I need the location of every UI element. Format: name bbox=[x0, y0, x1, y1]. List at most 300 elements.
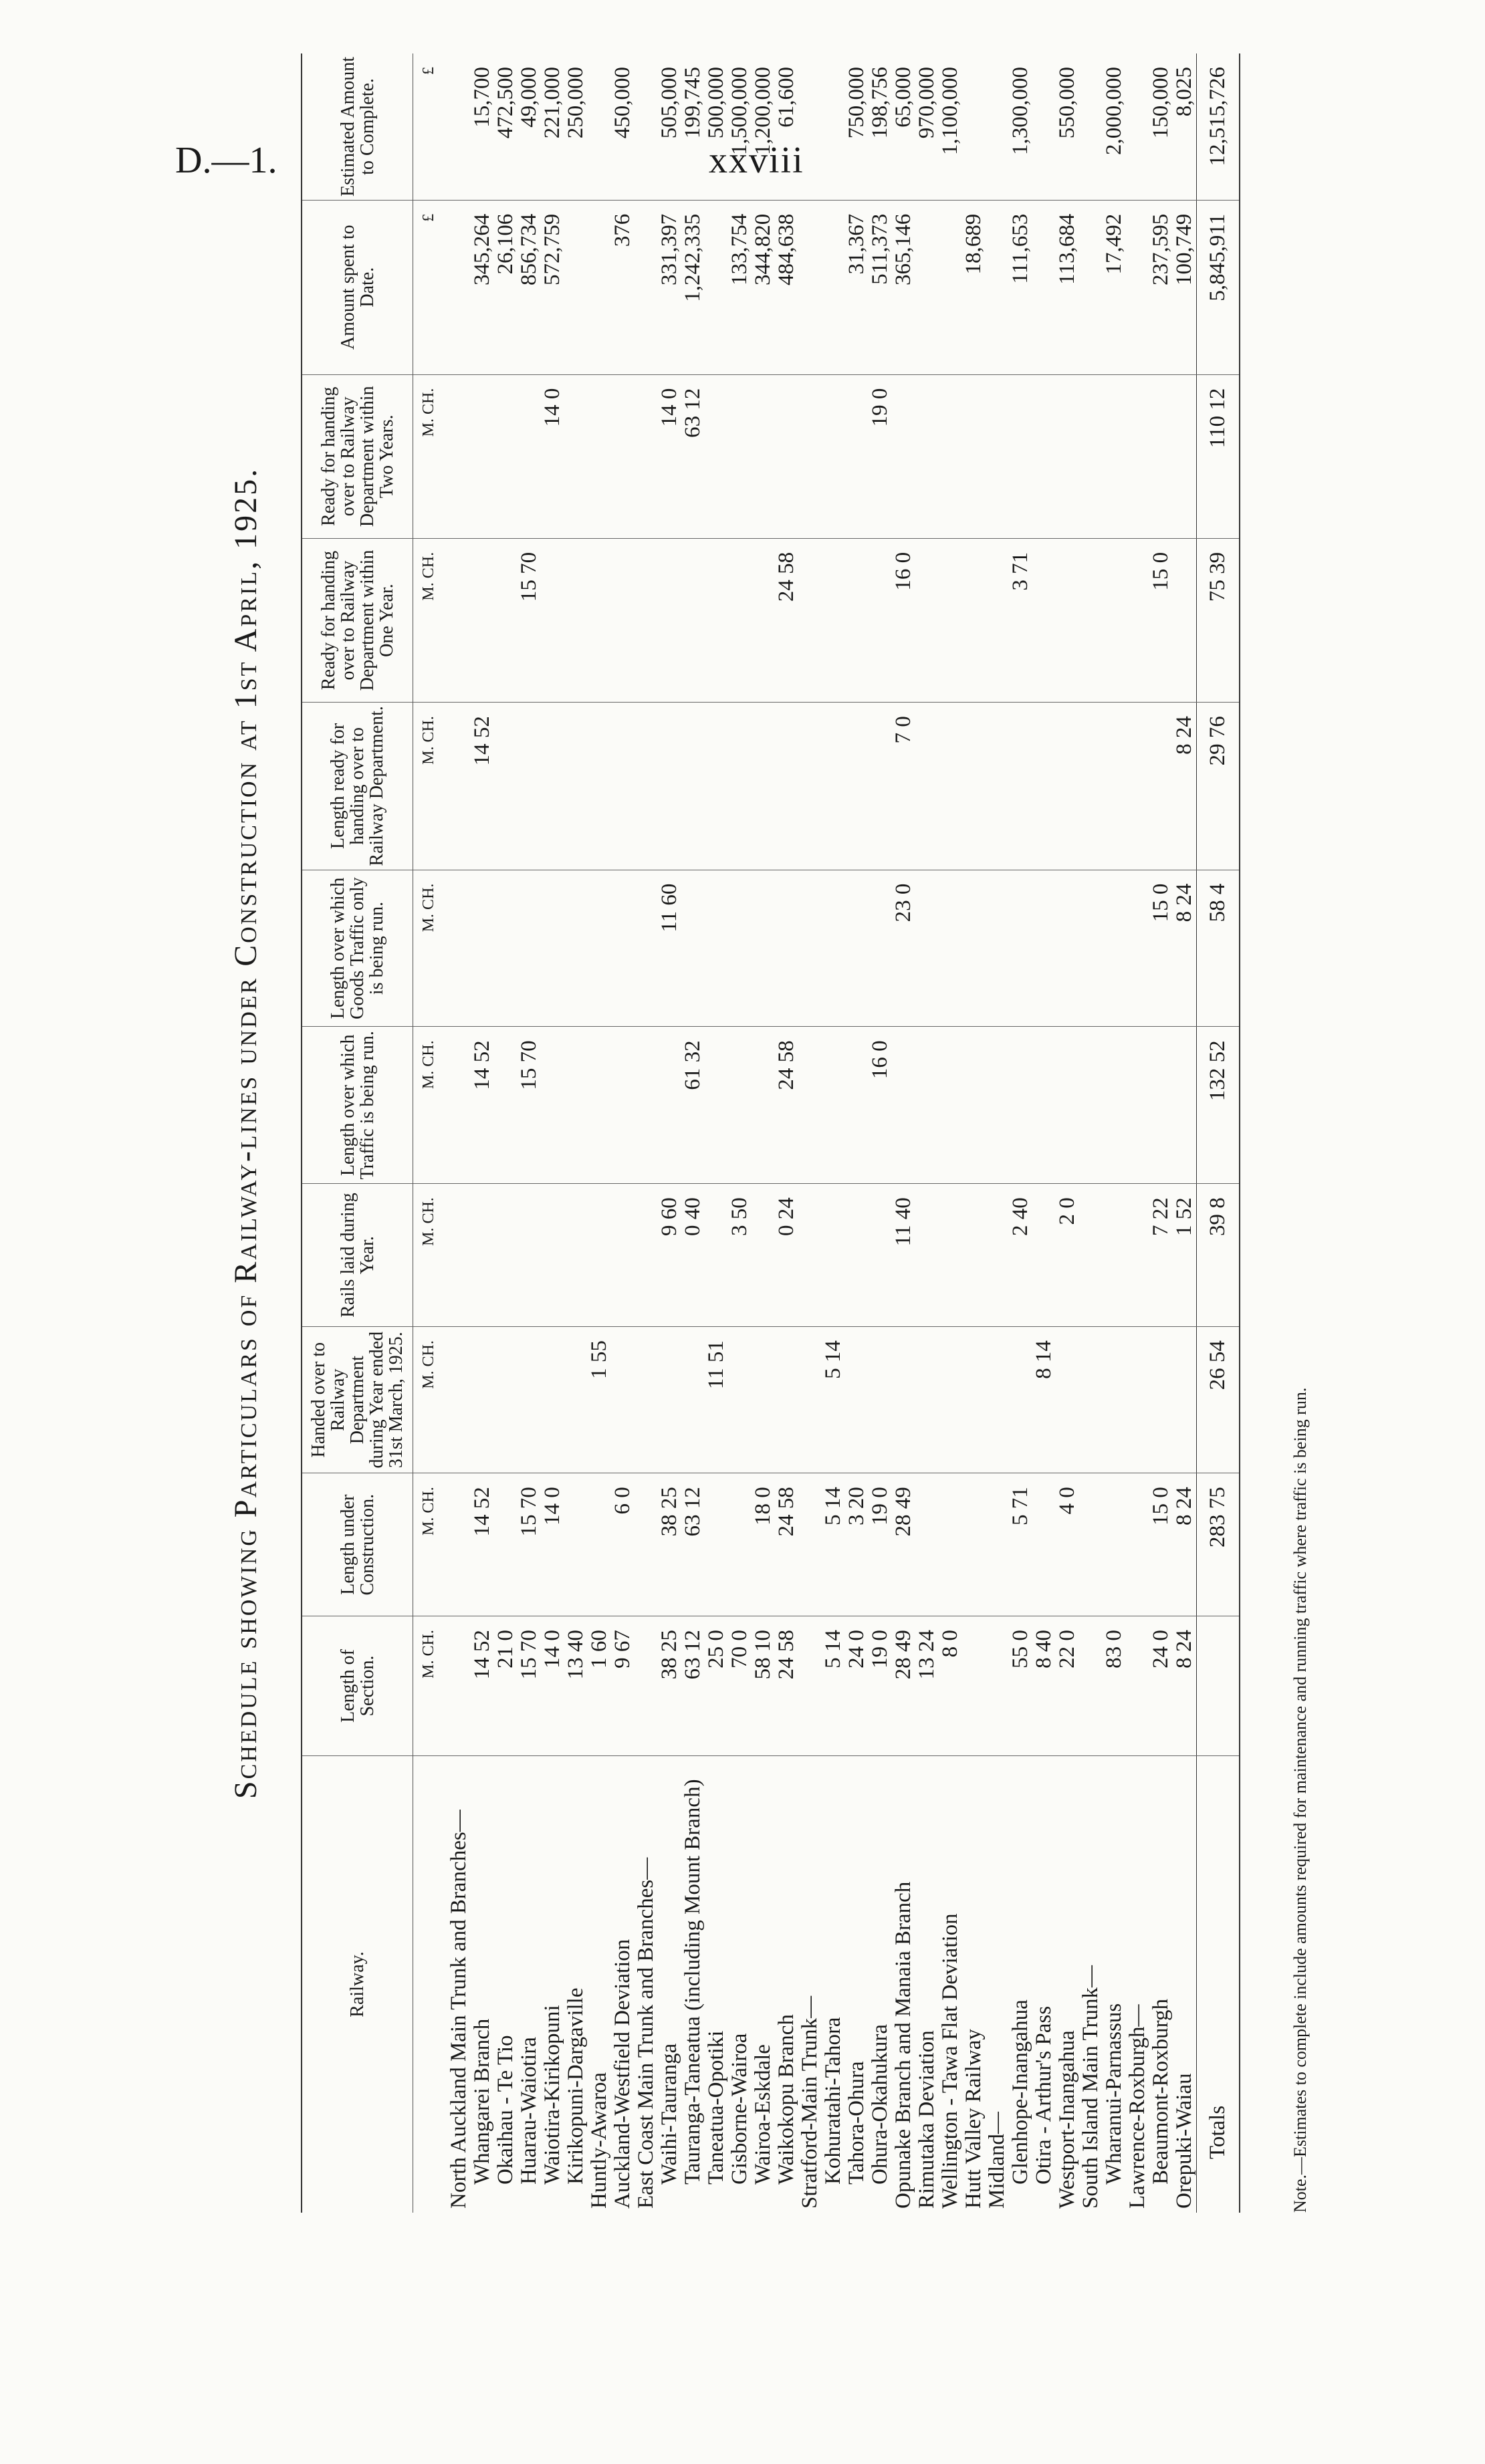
cell-rails-laid: 1 52 bbox=[1173, 1184, 1197, 1327]
cell-rails-laid: 3 50 bbox=[728, 1184, 752, 1327]
cell-handed-over bbox=[1103, 1327, 1126, 1473]
cell-length-construction: 19 0 bbox=[869, 1473, 892, 1616]
railway-name: Ohura-Okahukura bbox=[868, 2023, 892, 2185]
cell-ready-handing bbox=[705, 703, 728, 870]
cell-ready-handing bbox=[588, 703, 611, 870]
cell-handed-over bbox=[892, 1327, 915, 1473]
cell-goods-traffic bbox=[752, 870, 775, 1027]
cell-ready-two-years bbox=[588, 374, 611, 538]
cell-ready-one-year bbox=[681, 538, 705, 702]
cell-amount-spent: 133,754 bbox=[728, 200, 752, 374]
cell-handed-over bbox=[447, 1327, 471, 1473]
table-row bbox=[518, 53, 541, 2213]
cell-ready-one-year: 24 58 bbox=[775, 538, 798, 702]
cell-handed-over bbox=[658, 1327, 681, 1473]
railway-name: Wairoa-Eskdale bbox=[751, 2044, 775, 2185]
railway-name: Opunake Branch and Manaia Branch bbox=[891, 1881, 915, 2209]
cell-estimated: 221,000 bbox=[541, 53, 564, 200]
cell-ready-handing bbox=[845, 703, 869, 870]
cell-length-construction bbox=[705, 1473, 728, 1616]
cell-length-section bbox=[798, 1616, 822, 1756]
cell-traffic-run bbox=[939, 1027, 962, 1184]
cell-ready-handing bbox=[564, 703, 588, 870]
cell-rails-laid bbox=[471, 1184, 494, 1327]
table-row bbox=[939, 53, 962, 2213]
cell-rails-laid bbox=[564, 1184, 588, 1327]
cell-ready-two-years bbox=[1103, 374, 1126, 538]
cell-handed-over bbox=[986, 1327, 1009, 1473]
cell-estimated: 198,756 bbox=[869, 53, 892, 200]
cell-ready-handing bbox=[869, 703, 892, 870]
table-row bbox=[447, 53, 471, 2213]
cell-amount-spent: 365,146 bbox=[892, 200, 915, 374]
cell-traffic-run bbox=[728, 1027, 752, 1184]
cell-rails-laid bbox=[1126, 1184, 1149, 1327]
cell-length-section: 24 58 bbox=[775, 1616, 798, 1756]
unit-label: M. CH. bbox=[413, 703, 448, 870]
cell-traffic-run bbox=[1103, 1027, 1126, 1184]
footnote: Note.—Estimates to complete include amounts required for maintenance and running traffic where traffic is being run. bbox=[1290, 1387, 1310, 2213]
total-length-construction: 283 75 bbox=[1197, 1473, 1240, 1616]
cell-traffic-run bbox=[541, 1027, 564, 1184]
cell-amount-spent: 376 bbox=[611, 200, 635, 374]
total-estimated: 12,515,726 bbox=[1197, 53, 1240, 200]
col-railway: Railway. bbox=[302, 1755, 413, 2213]
cell-ready-two-years bbox=[471, 374, 494, 538]
railway-name: Rimutaka Deviation bbox=[915, 2030, 939, 2209]
cell-goods-traffic bbox=[635, 870, 658, 1027]
cell-length-construction bbox=[1126, 1473, 1149, 1616]
cell-handed-over bbox=[1056, 1327, 1079, 1473]
cell-ready-one-year bbox=[494, 538, 518, 702]
table-row bbox=[1009, 53, 1032, 2213]
cell-amount-spent: 26,106 bbox=[494, 200, 518, 374]
cell-rails-laid bbox=[494, 1184, 518, 1327]
cell-ready-two-years bbox=[798, 374, 822, 538]
table-row bbox=[962, 53, 986, 2213]
cell-estimated: 750,000 bbox=[845, 53, 869, 200]
cell-length-section: 13 40 bbox=[564, 1616, 588, 1756]
cell-amount-spent: 17,492 bbox=[1103, 200, 1126, 374]
cell-traffic-run: 15 70 bbox=[518, 1027, 541, 1184]
cell-ready-two-years bbox=[1056, 374, 1079, 538]
cell-handed-over bbox=[471, 1327, 494, 1473]
cell-ready-two-years bbox=[1149, 374, 1173, 538]
cell-ready-handing bbox=[986, 703, 1009, 870]
cell-ready-handing bbox=[494, 703, 518, 870]
cell-length-construction bbox=[1079, 1473, 1103, 1616]
cell-estimated bbox=[635, 53, 658, 200]
cell-ready-two-years bbox=[892, 374, 915, 538]
col-ready-one-year: Ready for handing over to Railway Department within One Year. bbox=[302, 538, 413, 702]
cell-traffic-run bbox=[1173, 1027, 1197, 1184]
cell-estimated: 250,000 bbox=[564, 53, 588, 200]
cell-length-construction bbox=[1103, 1473, 1126, 1616]
cell-goods-traffic bbox=[1103, 870, 1126, 1027]
col-ready-two-years: Ready for handing over to Railway Department within Two Years. bbox=[302, 374, 413, 538]
railway-name: Midland— bbox=[985, 2112, 1009, 2209]
cell-ready-one-year bbox=[798, 538, 822, 702]
cell-length-section bbox=[447, 1616, 471, 1756]
cell-length-section bbox=[1079, 1616, 1103, 1756]
railway-name: Lawrence-Roxburgh— bbox=[1125, 2004, 1149, 2209]
cell-rails-laid: 0 40 bbox=[681, 1184, 705, 1327]
col-estimated: Estimated Amount to Complete. bbox=[302, 53, 413, 200]
cell-ready-two-years bbox=[1009, 374, 1032, 538]
cell-traffic-run bbox=[1056, 1027, 1079, 1184]
cell-rails-laid bbox=[705, 1184, 728, 1327]
cell-goods-traffic bbox=[1079, 870, 1103, 1027]
cell-goods-traffic bbox=[681, 870, 705, 1027]
cell-rails-laid bbox=[1032, 1184, 1056, 1327]
cell-ready-two-years bbox=[915, 374, 939, 538]
col-length-section: Length of Section. bbox=[302, 1616, 413, 1756]
cell-length-section bbox=[1126, 1616, 1149, 1756]
railway-name: Waiotira-Kirikopuni bbox=[540, 2005, 564, 2185]
cell-ready-one-year bbox=[728, 538, 752, 702]
cell-estimated: 505,000 bbox=[658, 53, 681, 200]
table-row bbox=[1079, 53, 1103, 2213]
cell-ready-two-years bbox=[775, 374, 798, 538]
cell-estimated: 450,000 bbox=[611, 53, 635, 200]
cell-length-construction: 63 12 bbox=[681, 1473, 705, 1616]
cell-traffic-run bbox=[1079, 1027, 1103, 1184]
total-ready-one-year: 75 39 bbox=[1197, 538, 1240, 702]
col-handed-over: Handed over to Railway Department during Year ended 31st March, 1925. bbox=[302, 1327, 413, 1473]
cell-amount-spent: 111,653 bbox=[1009, 200, 1032, 374]
cell-ready-two-years bbox=[635, 374, 658, 538]
cell-amount-spent: 100,749 bbox=[1173, 200, 1197, 374]
cell-estimated: 2,000,000 bbox=[1103, 53, 1126, 200]
table-row bbox=[494, 53, 518, 2213]
cell-goods-traffic bbox=[915, 870, 939, 1027]
cell-handed-over bbox=[635, 1327, 658, 1473]
cell-handed-over: 8 14 bbox=[1032, 1327, 1056, 1473]
cell-amount-spent: 331,397 bbox=[658, 200, 681, 374]
cell-length-section: 70 0 bbox=[728, 1616, 752, 1756]
cell-length-section: 1 60 bbox=[588, 1616, 611, 1756]
cell-traffic-run bbox=[658, 1027, 681, 1184]
cell-rails-laid bbox=[986, 1184, 1009, 1327]
cell-ready-two-years bbox=[564, 374, 588, 538]
cell-length-section: 58 10 bbox=[752, 1616, 775, 1756]
cell-traffic-run: 61 32 bbox=[681, 1027, 705, 1184]
cell-ready-handing bbox=[775, 703, 798, 870]
cell-length-section: 8 40 bbox=[1032, 1616, 1056, 1756]
railway-name: Westport-Inangahua bbox=[1055, 2030, 1079, 2209]
cell-ready-one-year bbox=[541, 538, 564, 702]
cell-handed-over bbox=[962, 1327, 986, 1473]
cell-length-construction: 5 71 bbox=[1009, 1473, 1032, 1616]
cell-length-section bbox=[635, 1616, 658, 1756]
cell-rails-laid bbox=[541, 1184, 564, 1327]
cell-handed-over bbox=[611, 1327, 635, 1473]
cell-traffic-run bbox=[892, 1027, 915, 1184]
cell-handed-over bbox=[1009, 1327, 1032, 1473]
cell-handed-over bbox=[494, 1327, 518, 1473]
cell-goods-traffic: 15 0 bbox=[1149, 870, 1173, 1027]
cell-ready-one-year bbox=[611, 538, 635, 702]
cell-traffic-run bbox=[1149, 1027, 1173, 1184]
cell-length-construction bbox=[564, 1473, 588, 1616]
cell-ready-handing bbox=[1032, 703, 1056, 870]
cell-ready-two-years: 14 0 bbox=[541, 374, 564, 538]
cell-goods-traffic bbox=[798, 870, 822, 1027]
total-rails-laid: 39 8 bbox=[1197, 1184, 1240, 1327]
cell-traffic-run: 14 52 bbox=[471, 1027, 494, 1184]
cell-estimated: 8,025 bbox=[1173, 53, 1197, 200]
cell-handed-over bbox=[869, 1327, 892, 1473]
cell-handed-over bbox=[728, 1327, 752, 1473]
cell-goods-traffic: 23 0 bbox=[892, 870, 915, 1027]
cell-estimated: 1,500,000 bbox=[728, 53, 752, 200]
cell-ready-one-year bbox=[986, 538, 1009, 702]
cell-length-section: 9 67 bbox=[611, 1616, 635, 1756]
cell-goods-traffic bbox=[869, 870, 892, 1027]
cell-handed-over bbox=[939, 1327, 962, 1473]
cell-length-construction bbox=[1032, 1473, 1056, 1616]
cell-ready-handing bbox=[1103, 703, 1126, 870]
cell-ready-one-year bbox=[1079, 538, 1103, 702]
cell-ready-one-year bbox=[658, 538, 681, 702]
cell-traffic-run bbox=[1126, 1027, 1149, 1184]
cell-traffic-run bbox=[635, 1027, 658, 1184]
table-row bbox=[728, 53, 752, 2213]
cell-ready-handing bbox=[962, 703, 986, 870]
cell-estimated: 65,000 bbox=[892, 53, 915, 200]
total-ready-handing: 29 76 bbox=[1197, 703, 1240, 870]
unit-label: M. CH. bbox=[413, 1184, 448, 1327]
cell-length-section: 38 25 bbox=[658, 1616, 681, 1756]
table-row bbox=[1103, 53, 1126, 2213]
cell-length-construction bbox=[986, 1473, 1009, 1616]
cell-rails-laid bbox=[798, 1184, 822, 1327]
railway-name: South Island Main Trunk— bbox=[1078, 1965, 1103, 2209]
cell-ready-one-year bbox=[822, 538, 845, 702]
cell-estimated bbox=[588, 53, 611, 200]
cell-ready-one-year bbox=[962, 538, 986, 702]
cell-amount-spent: 484,638 bbox=[775, 200, 798, 374]
cell-ready-two-years bbox=[518, 374, 541, 538]
cell-length-construction bbox=[635, 1473, 658, 1616]
cell-goods-traffic bbox=[822, 870, 845, 1027]
cell-ready-two-years bbox=[822, 374, 845, 538]
cell-rails-laid bbox=[588, 1184, 611, 1327]
railway-name: North Auckland Main Trunk and Branches— bbox=[447, 1810, 471, 2209]
railway-name: Waikokopu Branch bbox=[774, 2014, 798, 2185]
cell-handed-over bbox=[564, 1327, 588, 1473]
cell-ready-two-years: 19 0 bbox=[869, 374, 892, 538]
cell-ready-handing bbox=[541, 703, 564, 870]
railway-name: Tauranga-Taneatua (including Mount Branch) bbox=[681, 1779, 705, 2185]
cell-rails-laid bbox=[845, 1184, 869, 1327]
cell-length-section bbox=[986, 1616, 1009, 1756]
cell-length-construction: 5 14 bbox=[822, 1473, 845, 1616]
table-row bbox=[892, 53, 915, 2213]
schedule-table bbox=[301, 53, 1240, 2213]
cell-goods-traffic bbox=[471, 870, 494, 1027]
railway-name: Glenhope-Inangahua bbox=[1008, 1999, 1032, 2185]
table-row bbox=[1126, 53, 1149, 2213]
cell-estimated: 970,000 bbox=[915, 53, 939, 200]
cell-goods-traffic bbox=[705, 870, 728, 1027]
cell-estimated bbox=[447, 53, 471, 200]
cell-goods-traffic bbox=[564, 870, 588, 1027]
railway-name: Kohuratahi-Tahora bbox=[821, 2017, 845, 2185]
table-row bbox=[986, 53, 1009, 2213]
cell-ready-two-years bbox=[1173, 374, 1197, 538]
cell-ready-one-year bbox=[1173, 538, 1197, 702]
cell-ready-two-years bbox=[728, 374, 752, 538]
table-row bbox=[1149, 53, 1173, 2213]
schedule-container bbox=[227, 53, 1310, 2213]
unit-label: M. CH. bbox=[413, 1027, 448, 1184]
cell-ready-one-year bbox=[845, 538, 869, 702]
cell-traffic-run bbox=[822, 1027, 845, 1184]
railway-name: Tahora-Ohura bbox=[844, 2061, 869, 2185]
cell-goods-traffic bbox=[494, 870, 518, 1027]
cell-length-section: 14 0 bbox=[541, 1616, 564, 1756]
cell-ready-handing bbox=[1079, 703, 1103, 870]
total-length-section bbox=[1197, 1616, 1240, 1756]
cell-traffic-run bbox=[1009, 1027, 1032, 1184]
unit-label: £ bbox=[413, 53, 448, 200]
cell-length-construction: 14 52 bbox=[471, 1473, 494, 1616]
cell-rails-laid: 9 60 bbox=[658, 1184, 681, 1327]
unit-label: M. CH. bbox=[413, 1327, 448, 1473]
table-row bbox=[1173, 53, 1197, 2213]
railway-name: Waihi-Tauranga bbox=[657, 2043, 681, 2185]
cell-ready-one-year bbox=[447, 538, 471, 702]
cell-amount-spent: 345,264 bbox=[471, 200, 494, 374]
cell-ready-handing: 7 0 bbox=[892, 703, 915, 870]
cell-amount-spent: 113,684 bbox=[1056, 200, 1079, 374]
cell-amount-spent bbox=[1126, 200, 1149, 374]
cell-goods-traffic bbox=[1056, 870, 1079, 1027]
col-goods-traffic: Length over which Goods Traffic only is being run. bbox=[302, 870, 413, 1027]
cell-ready-one-year bbox=[635, 538, 658, 702]
cell-amount-spent bbox=[588, 200, 611, 374]
railway-name: Auckland-Westfield Deviation bbox=[610, 1939, 635, 2209]
cell-ready-two-years bbox=[1126, 374, 1149, 538]
railway-name: Stratford-Main Trunk— bbox=[798, 1995, 822, 2209]
cell-ready-handing bbox=[915, 703, 939, 870]
cell-amount-spent bbox=[915, 200, 939, 374]
page-number: xxviii bbox=[709, 140, 804, 181]
cell-ready-handing bbox=[447, 703, 471, 870]
table-row bbox=[705, 53, 728, 2213]
cell-ready-two-years bbox=[494, 374, 518, 538]
cell-handed-over: 1 55 bbox=[588, 1327, 611, 1473]
total-ready-two-years: 110 12 bbox=[1197, 374, 1240, 538]
cell-amount-spent bbox=[564, 200, 588, 374]
table-row bbox=[845, 53, 869, 2213]
cell-length-section: 13 24 bbox=[915, 1616, 939, 1756]
cell-estimated: 1,300,000 bbox=[1009, 53, 1032, 200]
cell-length-construction: 28 49 bbox=[892, 1473, 915, 1616]
cell-ready-handing bbox=[728, 703, 752, 870]
railway-name: Wellington - Tawa Flat Deviation bbox=[938, 1913, 962, 2209]
railway-name: East Coast Main Trunk and Branches— bbox=[634, 1857, 658, 2209]
cell-rails-laid bbox=[635, 1184, 658, 1327]
header-row bbox=[302, 53, 413, 2213]
cell-goods-traffic bbox=[962, 870, 986, 1027]
cell-ready-two-years: 63 12 bbox=[681, 374, 705, 538]
cell-rails-laid bbox=[915, 1184, 939, 1327]
cell-estimated: 15,700 bbox=[471, 53, 494, 200]
cell-estimated: 61,600 bbox=[775, 53, 798, 200]
railway-name: Orepuki-Waiau bbox=[1172, 2073, 1196, 2209]
cell-length-section: 55 0 bbox=[1009, 1616, 1032, 1756]
cell-estimated bbox=[962, 53, 986, 200]
cell-goods-traffic: 11 60 bbox=[658, 870, 681, 1027]
railway-name: Gisborne-Wairoa bbox=[727, 2033, 752, 2185]
cell-goods-traffic bbox=[447, 870, 471, 1027]
cell-traffic-run: 24 58 bbox=[775, 1027, 798, 1184]
cell-amount-spent bbox=[1032, 200, 1056, 374]
cell-ready-one-year bbox=[915, 538, 939, 702]
table-row bbox=[775, 53, 798, 2213]
cell-ready-two-years bbox=[1032, 374, 1056, 538]
cell-ready-one-year bbox=[588, 538, 611, 702]
cell-ready-two-years bbox=[752, 374, 775, 538]
cell-rails-laid bbox=[518, 1184, 541, 1327]
table-row bbox=[1032, 53, 1056, 2213]
cell-goods-traffic bbox=[775, 870, 798, 1027]
cell-handed-over bbox=[518, 1327, 541, 1473]
cell-length-construction: 8 24 bbox=[1173, 1473, 1197, 1616]
cell-estimated: 199,745 bbox=[681, 53, 705, 200]
cell-ready-one-year bbox=[1103, 538, 1126, 702]
units-row bbox=[413, 53, 448, 2213]
cell-rails-laid bbox=[822, 1184, 845, 1327]
cell-length-section: 19 0 bbox=[869, 1616, 892, 1756]
table-row bbox=[541, 53, 564, 2213]
cell-traffic-run bbox=[962, 1027, 986, 1184]
col-ready-handing: Length ready for handing over to Railway Department. bbox=[302, 703, 413, 870]
cell-ready-two-years bbox=[447, 374, 471, 538]
cell-length-section: 28 49 bbox=[892, 1616, 915, 1756]
cell-traffic-run bbox=[1032, 1027, 1056, 1184]
railway-name: Okaihau - Te Tio bbox=[493, 2035, 518, 2185]
table-row bbox=[869, 53, 892, 2213]
cell-length-construction bbox=[962, 1473, 986, 1616]
total-handed-over: 26 54 bbox=[1197, 1327, 1240, 1473]
cell-length-section: 14 52 bbox=[471, 1616, 494, 1756]
cell-ready-handing: 14 52 bbox=[471, 703, 494, 870]
cell-rails-laid: 0 24 bbox=[775, 1184, 798, 1327]
cell-traffic-run bbox=[705, 1027, 728, 1184]
cell-ready-one-year bbox=[1126, 538, 1149, 702]
cell-goods-traffic bbox=[845, 870, 869, 1027]
cell-estimated: 150,000 bbox=[1149, 53, 1173, 200]
railway-name: Hutt Valley Railway bbox=[961, 2029, 986, 2209]
cell-amount-spent: 18,689 bbox=[962, 200, 986, 374]
cell-goods-traffic bbox=[611, 870, 635, 1027]
railway-name: Huntly-Awaroa bbox=[587, 2072, 611, 2209]
cell-amount-spent bbox=[822, 200, 845, 374]
cell-goods-traffic bbox=[1032, 870, 1056, 1027]
cell-goods-traffic bbox=[986, 870, 1009, 1027]
cell-ready-handing bbox=[752, 703, 775, 870]
table-row bbox=[471, 53, 494, 2213]
cell-rails-laid bbox=[962, 1184, 986, 1327]
cell-ready-handing bbox=[658, 703, 681, 870]
cell-ready-two-years bbox=[962, 374, 986, 538]
cell-amount-spent: 344,820 bbox=[752, 200, 775, 374]
cell-ready-handing bbox=[518, 703, 541, 870]
cell-ready-handing bbox=[939, 703, 962, 870]
